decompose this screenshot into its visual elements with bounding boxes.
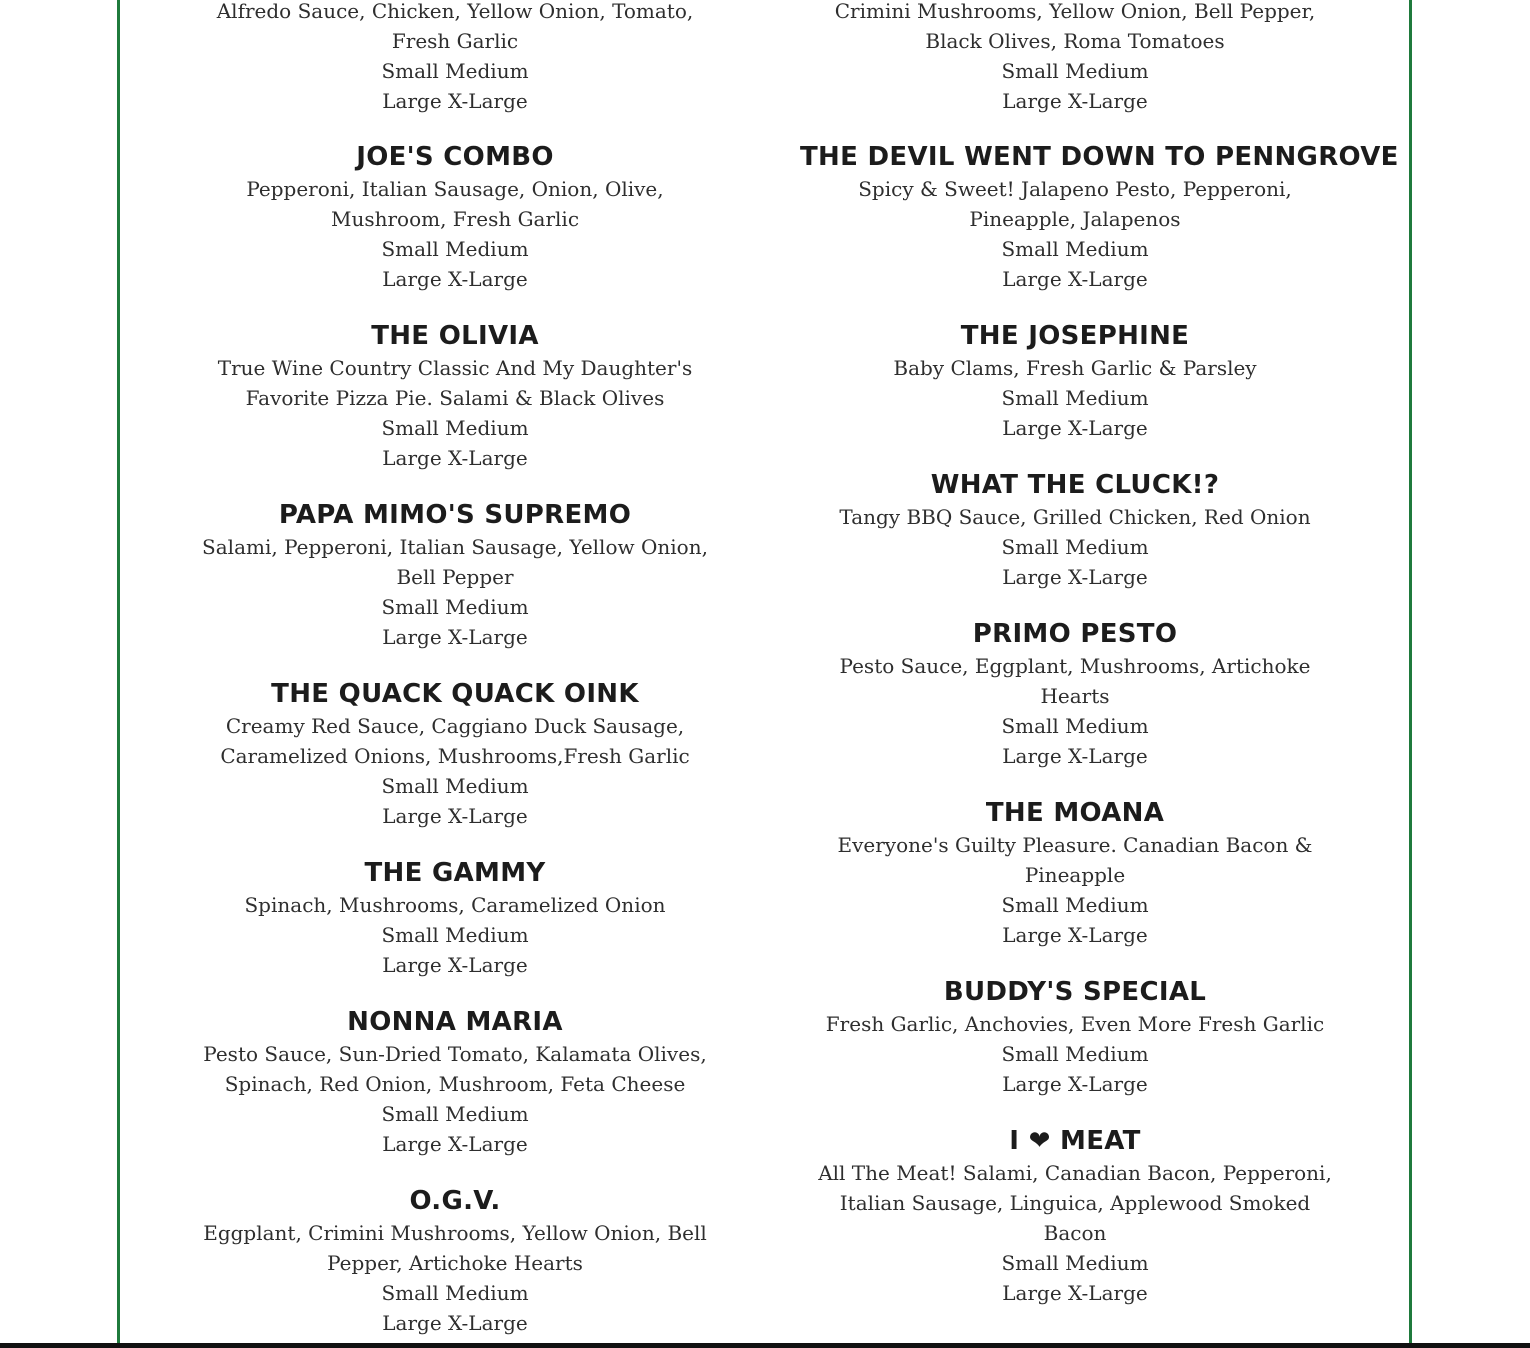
menu-item [800,0,1350,116]
item-description-line: Bacon [1043,1221,1107,1245]
item-name: NONNA MARIA [347,1007,563,1037]
bottom-bar [0,1343,1530,1348]
item-sizes: Large X-Large [382,804,528,828]
menu-item [190,319,720,473]
item-description-line: Salami, Pepperoni, Italian Sausage, Yellow Onion, [202,535,708,559]
menu-item [800,468,1350,592]
item-description-line: Favorite Pizza Pie. Salami & Black Olives [245,386,665,410]
item-description-line: Crimini Mushrooms, Yellow Onion, Bell Pepper, [834,0,1316,23]
item-description-line: Caramelized Onions, Mushrooms,Fresh Garlic [220,744,690,768]
menu-item [190,1005,720,1159]
item-description-line: All The Meat! Salami, Canadian Bacon, Pepperoni, [818,1161,1332,1185]
item-name: THE QUACK QUACK OINK [271,679,639,709]
item-sizes: Small Medium [381,416,529,440]
item-sizes: Small Medium [1001,59,1149,83]
item-sizes: Large X-Large [1002,744,1148,768]
item-sizes: Small Medium [381,1102,529,1126]
item-sizes: Small Medium [381,774,529,798]
item-name: THE OLIVIA [371,321,539,351]
item-sizes: Small Medium [1001,1251,1149,1275]
item-description-line: Pepperoni, Italian Sausage, Onion, Olive, [246,177,664,201]
menu-item [800,796,1350,950]
menu-frame-left-border [117,0,120,1348]
menu-item [190,677,720,831]
item-sizes: Large X-Large [1002,1072,1148,1096]
item-sizes: Small Medium [381,1281,529,1305]
item-description-line: Fresh Garlic, Anchovies, Even More Fresh Garlic [825,1012,1325,1036]
item-description-line: Pineapple, Jalapenos [969,207,1181,231]
item-sizes: Small Medium [1001,535,1149,559]
item-name: THE MOANA [985,798,1165,828]
item-sizes: Small Medium [381,595,529,619]
menu-item [190,140,720,294]
item-sizes: Large X-Large [382,446,528,470]
item-sizes: Large X-Large [382,953,528,977]
item-sizes: Large X-Large [382,1311,528,1335]
item-sizes: Large X-Large [1002,565,1148,589]
item-sizes: Large X-Large [382,625,528,649]
item-description-line: Spinach, Mushrooms, Caramelized Onion [244,893,666,917]
item-sizes: Large X-Large [1002,923,1148,947]
item-description-line: Alfredo Sauce, Chicken, Yellow Onion, Tomato, [216,0,694,23]
item-description-line: Everyone's Guilty Pleasure. Canadian Bacon & [837,833,1313,857]
item-description-line: Pesto Sauce, Sun-Dried Tomato, Kalamata Olives, [203,1042,707,1066]
item-name: PRIMO PESTO [972,619,1178,649]
item-description-line: Creamy Red Sauce, Caggiano Duck Sausage, [225,714,685,738]
item-name: THE JOSEPHINE [960,321,1190,351]
item-sizes: Small Medium [1001,237,1149,261]
item-sizes: Small Medium [381,237,529,261]
item-sizes: Large X-Large [382,1132,528,1156]
item-description-line: Fresh Garlic [391,29,519,53]
item-description-line: Pineapple [1024,863,1126,887]
item-name: WHAT THE CLUCK!? [930,470,1220,500]
item-name: BUDDY'S SPECIAL [943,977,1207,1007]
item-name: O.G.V. [409,1186,501,1216]
menu-item [800,1124,1350,1308]
item-description-line: Pesto Sauce, Eggplant, Mushrooms, Artichoke [839,654,1311,678]
menu-frame-right-border [1409,0,1412,1348]
menu-item [190,856,720,980]
item-name: I ❤ MEAT [1009,1126,1141,1156]
item-description-line: Italian Sausage, Linguica, Applewood Smoked [839,1191,1311,1215]
item-description-line: True Wine Country Classic And My Daughter's [217,356,693,380]
item-description-line: Pepper, Artichoke Hearts [327,1251,583,1275]
item-description-line: Mushroom, Fresh Garlic [330,207,580,231]
item-sizes: Small Medium [1001,893,1149,917]
item-description-line: Eggplant, Crimini Mushrooms, Yellow Onion, Bell [203,1221,707,1245]
item-sizes: Large X-Large [382,89,528,113]
item-name: PAPA MIMO'S SUPREMO [278,500,632,530]
item-description-line: Bell Pepper [396,565,514,589]
item-sizes: Small Medium [1001,1042,1149,1066]
item-sizes: Small Medium [1001,714,1149,738]
item-name: THE DEVIL WENT DOWN TO PENNGROVE [800,142,1399,172]
item-sizes: Small Medium [381,59,529,83]
menu-item [800,975,1350,1099]
menu-item [800,319,1350,443]
item-description-line: Spinach, Red Onion, Mushroom, Feta Cheese [224,1072,686,1096]
item-sizes: Large X-Large [1002,267,1148,291]
item-sizes: Large X-Large [1002,1281,1148,1305]
menu-item [800,140,1399,294]
menu-item [190,0,720,116]
item-sizes: Large X-Large [382,267,528,291]
item-description-line: Baby Clams, Fresh Garlic & Parsley [893,356,1257,380]
item-description-line: Black Olives, Roma Tomatoes [925,29,1225,53]
item-sizes: Small Medium [381,923,529,947]
item-description-line: Hearts [1040,684,1110,708]
item-description-line: Tangy BBQ Sauce, Grilled Chicken, Red Onion [839,505,1311,529]
item-description-line: Spicy & Sweet! Jalapeno Pesto, Pepperoni, [858,177,1292,201]
item-name: JOE'S COMBO [356,142,554,172]
menu-item [190,498,720,652]
item-sizes: Small Medium [1001,386,1149,410]
item-name: THE GAMMY [364,858,546,888]
item-sizes: Large X-Large [1002,416,1148,440]
menu-item [190,1184,720,1338]
item-sizes: Large X-Large [1002,89,1148,113]
menu-item [800,617,1350,771]
